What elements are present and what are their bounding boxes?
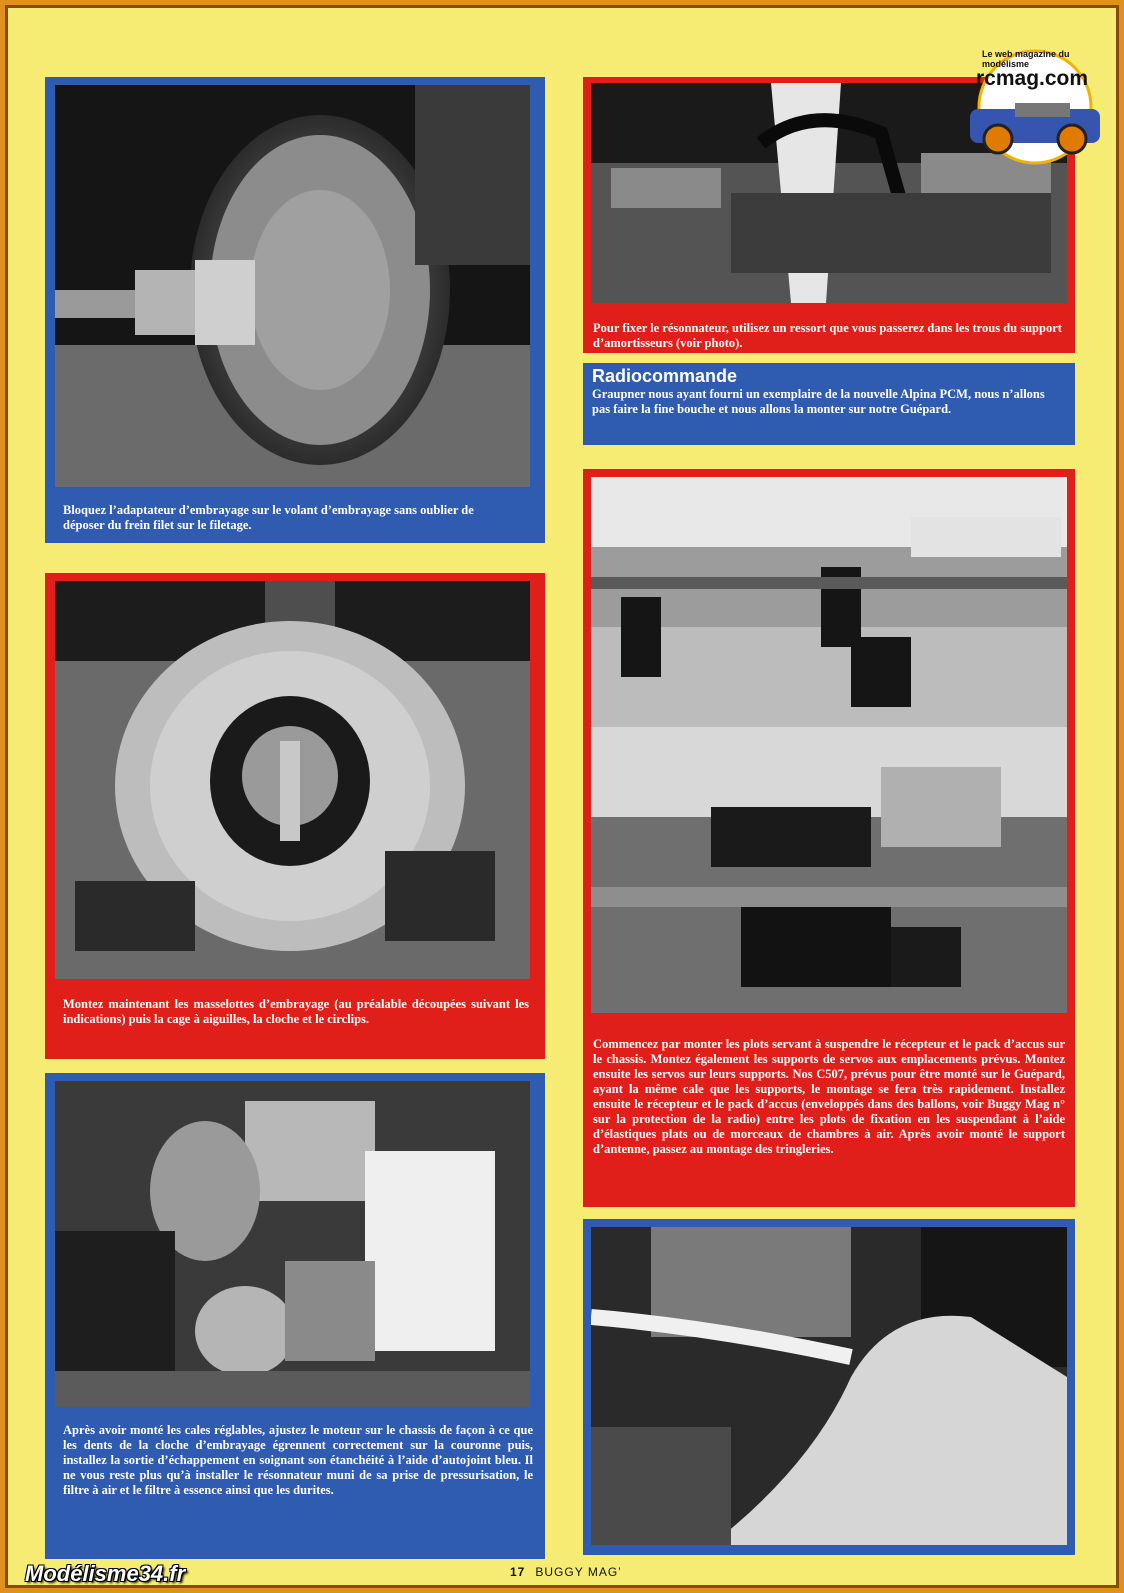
resonator-caption: Pour fixer le résonnateur, utilisez un ressort que vous passerez dans les trous du support d’amortisseurs (voir photo). xyxy=(593,321,1062,350)
logo-tagline: Le web magazine du modélisme xyxy=(982,49,1070,69)
radio-panel xyxy=(583,363,1075,445)
page-number: 17 xyxy=(510,1565,526,1579)
engine-photo xyxy=(55,1081,530,1407)
engine-panel xyxy=(45,1073,545,1559)
magazine-name: BUGGY MAG’ xyxy=(535,1565,622,1579)
receiver-photo-bottom xyxy=(591,727,1067,1013)
page-footer xyxy=(510,1565,622,1579)
receiver-panel xyxy=(583,469,1075,1207)
engine-caption: Après avoir monté les cales réglables, ajustez le moteur sur le chassis de façon à ce que les dents de la cloche d’embrayage égrennent correctement sur la couronne puis, installez la sortie d’échappement en soignant son étanchéité à l’aide d’autojoint bleu. Il ne vous reste plus qu’à installer le résonnateur muni de sa prise de pressurisation, le filtre à air et le filtre à essence ainsi que les durites. xyxy=(63,1423,533,1497)
tube-panel xyxy=(583,1219,1075,1555)
clutch-weights-panel xyxy=(45,573,545,1059)
clutch-weights-caption: Montez maintenant les masselottes d’embrayage (au préalable découpées suivant les indications) puis la cage à aiguilles, la cloche et le circlips. xyxy=(63,997,529,1026)
receiver-caption: Commencez par monter les plots servant à suspendre le récepteur et le pack d’accus sur le chassis. Montez également les supports de servos aux emplacements prévus. Montez ensuite les servos sur leurs supports. Nos C507, prévus pour être monté sur le Guépard, ayant la même cale que les supports, le montage se fera très rapidement. Installez ensuite le récepteur et le pack d’accus (enveloppés dans des ballons, voir Buggy Mag n° sur la protection de la radio) entre les plots de fixation en les suspendant à l’aide d’élastiques plats ou de morceaux de chambres à air. Après avoir monté le support d’antenne, passez au montage des tringleries. xyxy=(593,1037,1065,1156)
receiver-photo-top xyxy=(591,477,1067,727)
clutch-weights-photo xyxy=(55,581,530,979)
clutch-adapter-panel xyxy=(45,77,545,543)
logo-name: rcmag.com xyxy=(976,67,1089,90)
site-watermark: Modélisme34.fr xyxy=(25,1561,186,1586)
rcmag-logo xyxy=(960,47,1110,167)
radio-heading: Radiocommande xyxy=(592,366,738,386)
tube-photo xyxy=(591,1227,1067,1545)
clutch-adapter-caption: Bloquez l’adaptateur d’embrayage sur le volant d’embrayage sans oublier de déposer du frein filet sur le filetage. xyxy=(63,503,474,532)
clutch-adapter-photo xyxy=(55,85,530,487)
radio-intro: Graupner nous ayant fourni un exemplaire de la nouvelle Alpina PCM, nous n’allons pas faire la fine bouche et nous allons la monter sur notre Guépard. xyxy=(592,387,1045,416)
